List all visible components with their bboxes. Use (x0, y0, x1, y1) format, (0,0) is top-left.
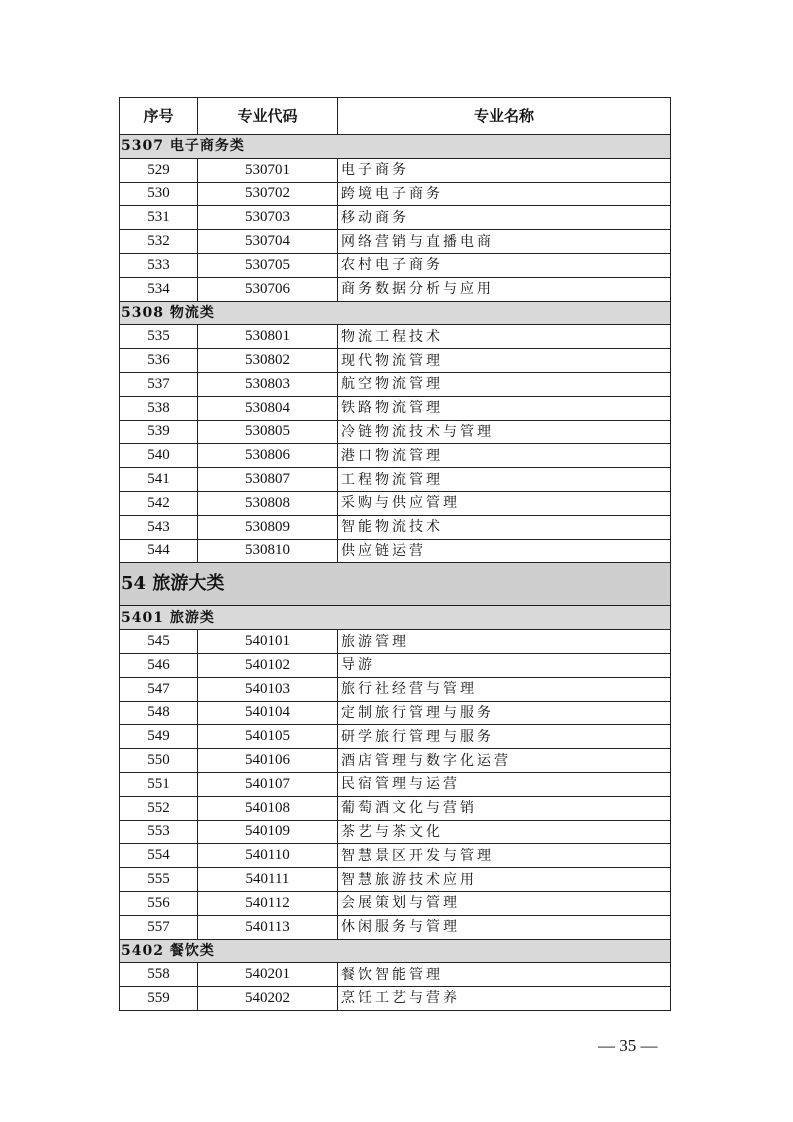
code-cell: 530705 (198, 253, 338, 277)
name-cell: 铁路物流管理 (338, 396, 671, 420)
table-body (120, 135, 671, 1011)
name-cell: 智慧旅游技术应用 (338, 868, 671, 892)
seq-cell: 533 (120, 253, 198, 277)
table-row (120, 206, 671, 230)
table-row (120, 987, 671, 1011)
table-row (120, 701, 671, 725)
name-cell: 茶艺与茶文化 (338, 820, 671, 844)
code-cell: 530702 (198, 182, 338, 206)
code-cell: 540106 (198, 749, 338, 773)
category-label: 5402 餐饮类 (120, 939, 671, 963)
seq-cell: 540 (120, 444, 198, 468)
table-row (120, 844, 671, 868)
table-row (120, 253, 671, 277)
code-cell: 540113 (198, 915, 338, 939)
code-cell: 540111 (198, 868, 338, 892)
seq-cell: 556 (120, 891, 198, 915)
name-cell: 冷链物流技术与管理 (338, 420, 671, 444)
code-cell: 530810 (198, 539, 338, 563)
code-cell: 530806 (198, 444, 338, 468)
name-cell: 物流工程技术 (338, 325, 671, 349)
table-row (120, 396, 671, 420)
table-row (120, 182, 671, 206)
code-cell: 540101 (198, 630, 338, 654)
header-seq: 序号 (120, 98, 198, 135)
seq-cell: 550 (120, 749, 198, 773)
code-cell: 530808 (198, 491, 338, 515)
table-row (120, 630, 671, 654)
table-row (120, 349, 671, 373)
table-row (120, 820, 671, 844)
name-cell: 跨境电子商务 (338, 182, 671, 206)
table-row (120, 653, 671, 677)
category-label: 54 旅游大类 (120, 563, 671, 606)
seq-cell: 558 (120, 963, 198, 987)
name-cell: 民宿管理与运营 (338, 772, 671, 796)
table-row (120, 444, 671, 468)
code-cell: 540105 (198, 725, 338, 749)
code-cell: 530704 (198, 230, 338, 254)
code-cell: 540112 (198, 891, 338, 915)
table-row (120, 891, 671, 915)
seq-cell: 559 (120, 987, 198, 1011)
name-cell: 港口物流管理 (338, 444, 671, 468)
seq-cell: 547 (120, 677, 198, 701)
code-cell: 540110 (198, 844, 338, 868)
category-row (120, 939, 671, 963)
category-label: 5308 物流类 (120, 301, 671, 325)
code-cell: 530803 (198, 372, 338, 396)
name-cell: 旅游管理 (338, 630, 671, 654)
seq-cell: 543 (120, 515, 198, 539)
code-cell: 540107 (198, 772, 338, 796)
name-cell: 葡萄酒文化与营销 (338, 796, 671, 820)
name-cell: 会展策划与管理 (338, 891, 671, 915)
name-cell: 农村电子商务 (338, 253, 671, 277)
table-row (120, 868, 671, 892)
seq-cell: 530 (120, 182, 198, 206)
name-cell: 休闲服务与管理 (338, 915, 671, 939)
code-cell: 540103 (198, 677, 338, 701)
seq-cell: 542 (120, 491, 198, 515)
table-row (120, 491, 671, 515)
seq-cell: 536 (120, 349, 198, 373)
major-catalog-table (119, 97, 671, 1011)
major-category-row (120, 563, 671, 606)
seq-cell: 554 (120, 844, 198, 868)
code-cell: 540202 (198, 987, 338, 1011)
seq-cell: 545 (120, 630, 198, 654)
seq-cell: 538 (120, 396, 198, 420)
table-row (120, 796, 671, 820)
seq-cell: 546 (120, 653, 198, 677)
name-cell: 航空物流管理 (338, 372, 671, 396)
seq-cell: 539 (120, 420, 198, 444)
table-row (120, 963, 671, 987)
seq-cell: 537 (120, 372, 198, 396)
category-label: 5307 电子商务类 (120, 135, 671, 159)
table-row (120, 749, 671, 773)
table-row (120, 277, 671, 301)
name-cell: 现代物流管理 (338, 349, 671, 373)
code-cell: 540104 (198, 701, 338, 725)
seq-cell: 548 (120, 701, 198, 725)
code-cell: 530801 (198, 325, 338, 349)
name-cell: 工程物流管理 (338, 468, 671, 492)
table-row (120, 725, 671, 749)
table-row (120, 158, 671, 182)
code-cell: 530804 (198, 396, 338, 420)
code-cell: 530701 (198, 158, 338, 182)
seq-cell: 549 (120, 725, 198, 749)
table-row (120, 468, 671, 492)
name-cell: 定制旅行管理与服务 (338, 701, 671, 725)
name-cell: 电子商务 (338, 158, 671, 182)
seq-cell: 535 (120, 325, 198, 349)
code-cell: 530809 (198, 515, 338, 539)
category-row (120, 301, 671, 325)
seq-cell: 534 (120, 277, 198, 301)
seq-cell: 529 (120, 158, 198, 182)
category-row (120, 135, 671, 159)
name-cell: 研学旅行管理与服务 (338, 725, 671, 749)
table-row (120, 420, 671, 444)
code-cell: 530807 (198, 468, 338, 492)
name-cell: 旅行社经营与管理 (338, 677, 671, 701)
name-cell: 智慧景区开发与管理 (338, 844, 671, 868)
name-cell: 导游 (338, 653, 671, 677)
header-code: 专业代码 (198, 98, 338, 135)
code-cell: 540108 (198, 796, 338, 820)
name-cell: 智能物流技术 (338, 515, 671, 539)
name-cell: 供应链运营 (338, 539, 671, 563)
header-name: 专业名称 (338, 98, 671, 135)
seq-cell: 544 (120, 539, 198, 563)
seq-cell: 557 (120, 915, 198, 939)
category-label: 5401 旅游类 (120, 606, 671, 630)
seq-cell: 532 (120, 230, 198, 254)
seq-cell: 551 (120, 772, 198, 796)
table-row (120, 772, 671, 796)
name-cell: 烹饪工艺与营养 (338, 987, 671, 1011)
name-cell: 采购与供应管理 (338, 491, 671, 515)
name-cell: 酒店管理与数字化运营 (338, 749, 671, 773)
page-number: — 35 — (598, 1036, 658, 1055)
table-row (120, 515, 671, 539)
table-row (120, 677, 671, 701)
seq-cell: 555 (120, 868, 198, 892)
code-cell: 540201 (198, 963, 338, 987)
table-row (120, 539, 671, 563)
category-row (120, 606, 671, 630)
name-cell: 网络营销与直播电商 (338, 230, 671, 254)
seq-cell: 531 (120, 206, 198, 230)
name-cell: 商务数据分析与应用 (338, 277, 671, 301)
code-cell: 530706 (198, 277, 338, 301)
code-cell: 540102 (198, 653, 338, 677)
seq-cell: 541 (120, 468, 198, 492)
seq-cell: 553 (120, 820, 198, 844)
table-row (120, 915, 671, 939)
code-cell: 530805 (198, 420, 338, 444)
seq-cell: 552 (120, 796, 198, 820)
code-cell: 540109 (198, 820, 338, 844)
table-row (120, 325, 671, 349)
code-cell: 530802 (198, 349, 338, 373)
table-header (120, 98, 671, 135)
name-cell: 餐饮智能管理 (338, 963, 671, 987)
name-cell: 移动商务 (338, 206, 671, 230)
table-row (120, 372, 671, 396)
code-cell: 530703 (198, 206, 338, 230)
table-row (120, 230, 671, 254)
